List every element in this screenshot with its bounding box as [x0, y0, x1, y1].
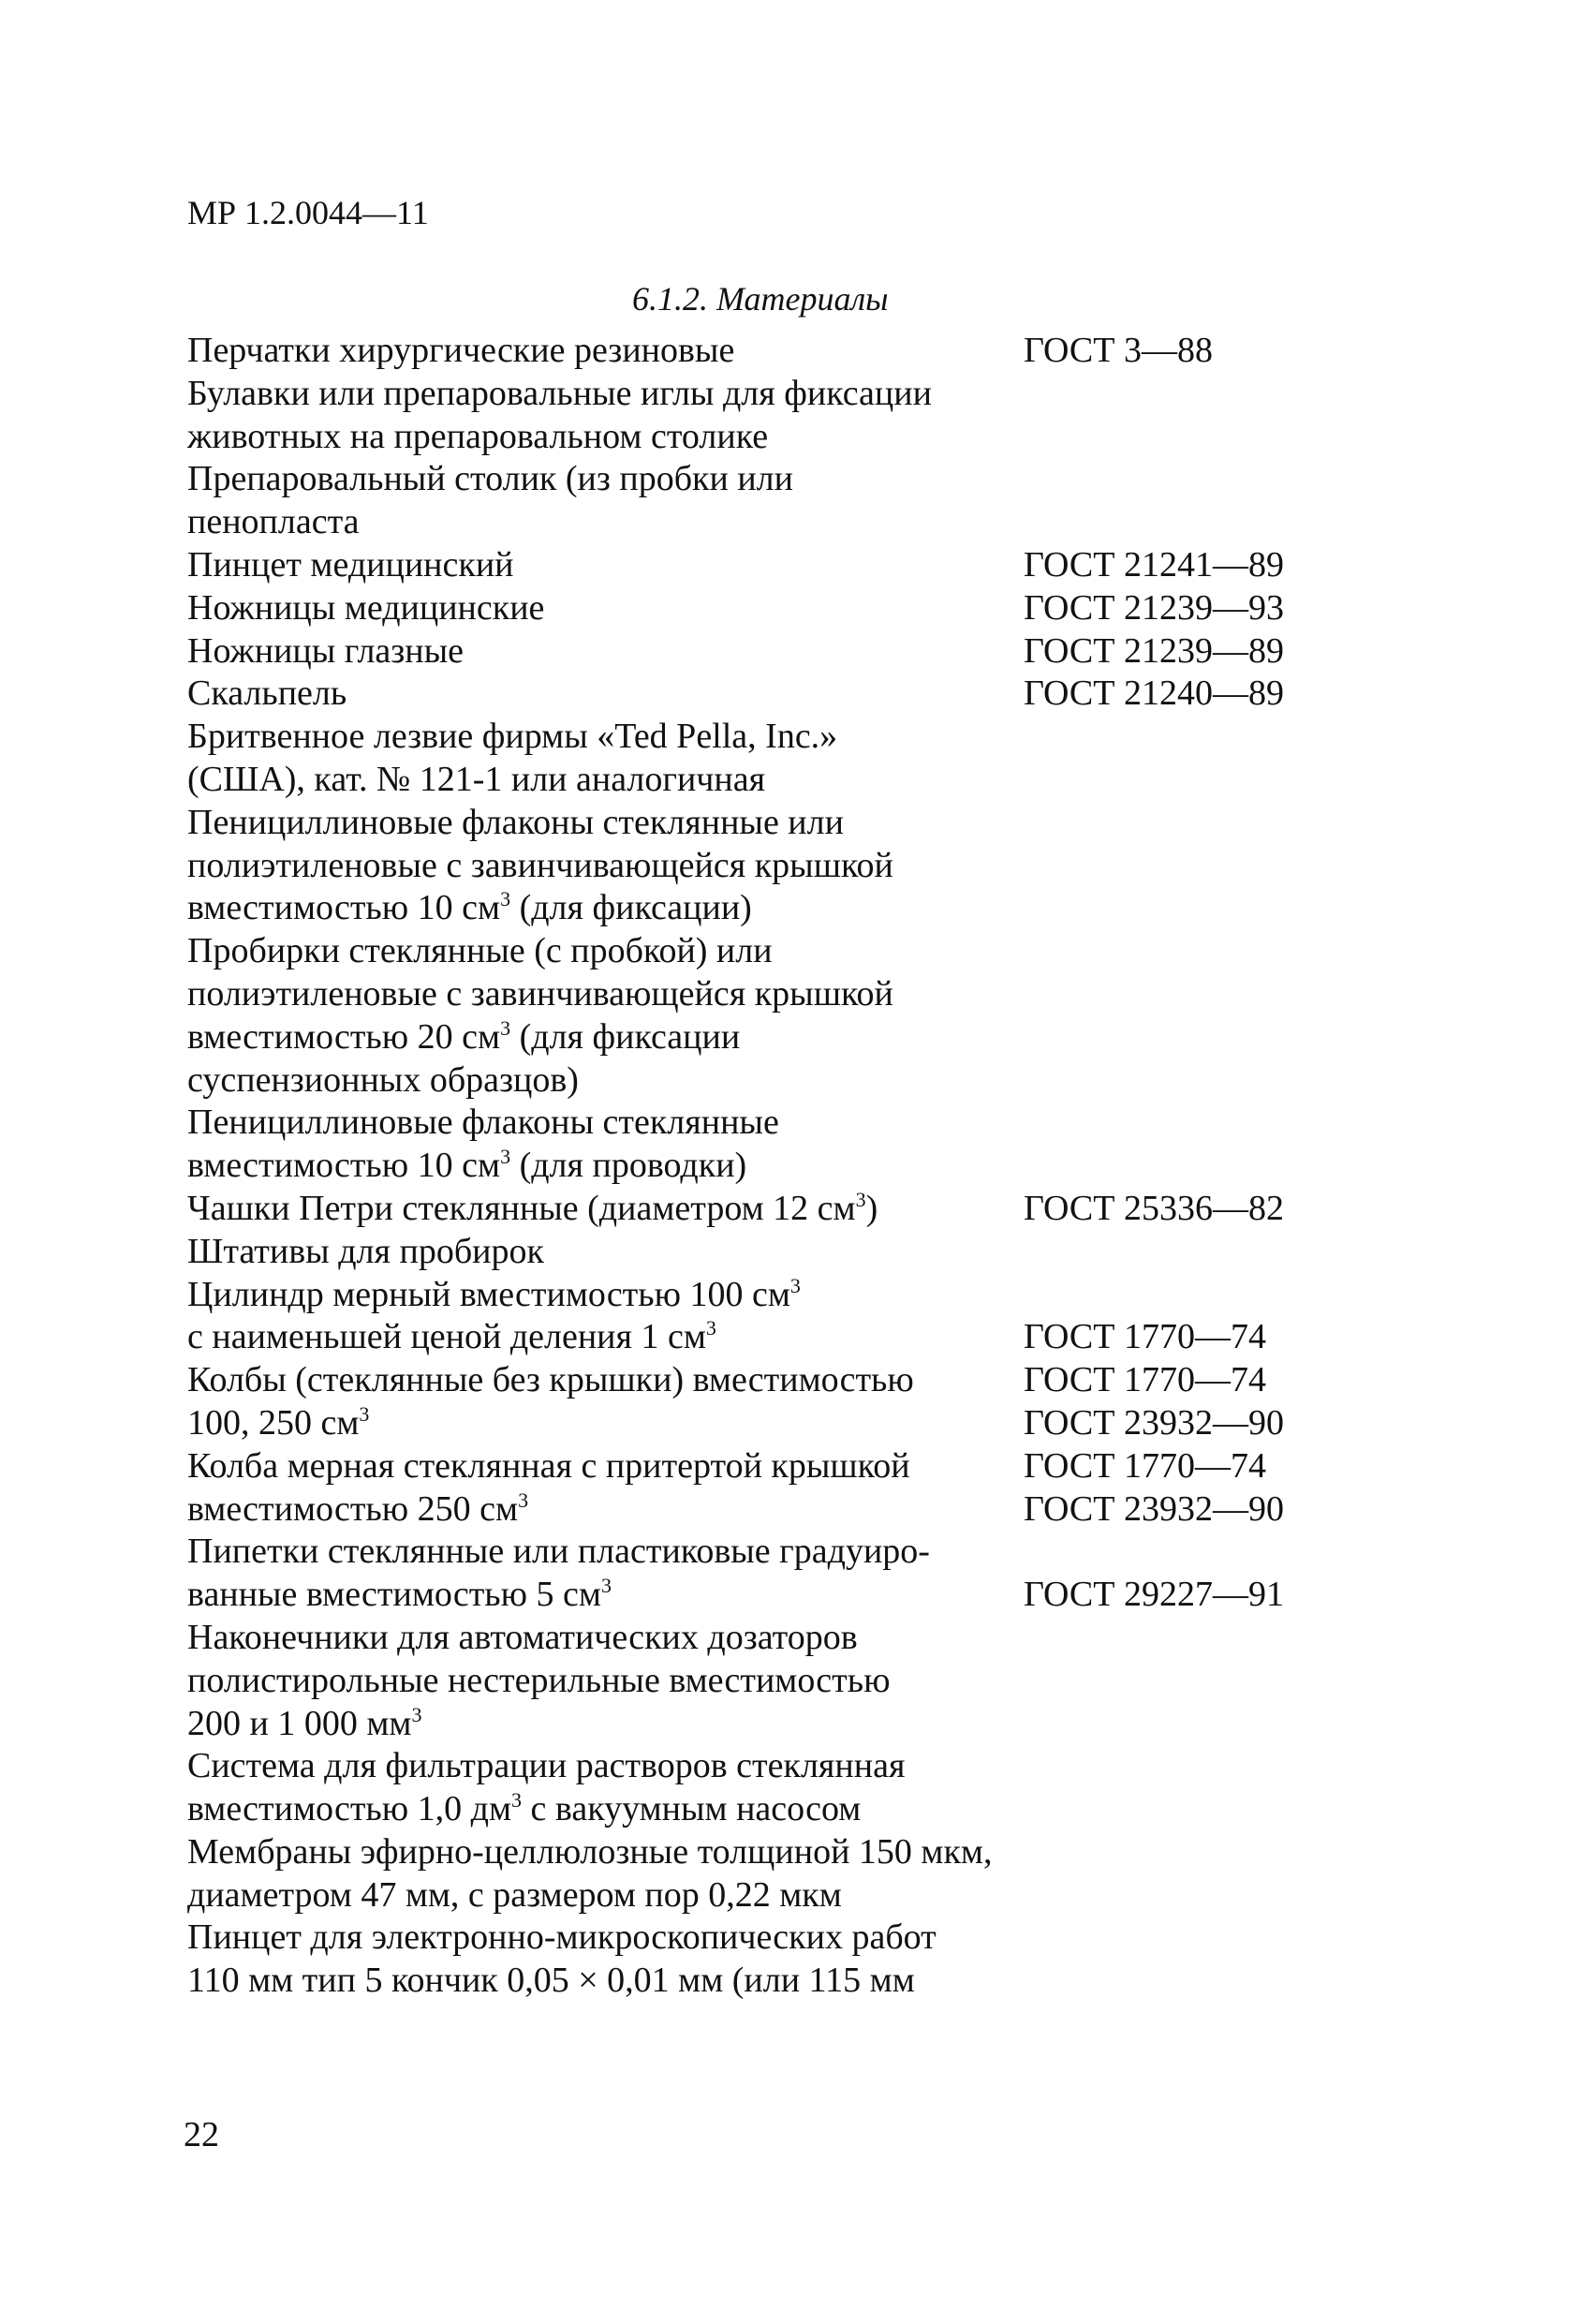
material-description — [187, 1874, 842, 1917]
material-description — [187, 1316, 716, 1359]
material-text: полистирольные нестерильные вместимостью — [187, 1660, 891, 1700]
material-row — [187, 501, 1367, 544]
material-text: Перчатки хирургические резиновые — [187, 331, 735, 370]
material-text: вместимостью 250 см — [187, 1488, 519, 1529]
page-number: 22 — [184, 2115, 219, 2154]
material-description — [187, 1145, 746, 1188]
material-description — [187, 1016, 740, 1059]
unit-superscript: 3 — [705, 1316, 716, 1340]
material-text: Система для фильтрации растворов стеклянная — [187, 1746, 906, 1786]
material-text: Мембраны эфирно-целлюлозные толщиной 150 мкм, — [187, 1831, 993, 1872]
material-row — [187, 1188, 1367, 1231]
material-description — [187, 1402, 369, 1445]
material-row — [187, 330, 1367, 373]
material-description — [187, 1274, 801, 1317]
material-row — [187, 1745, 1367, 1788]
material-description — [187, 458, 793, 501]
material-row — [187, 716, 1367, 759]
material-text: 100, 250 см — [187, 1402, 360, 1443]
material-row — [187, 630, 1367, 674]
material-text: Колбы (стеклянные без крышки) вместимостью — [187, 1360, 914, 1400]
material-description — [187, 501, 360, 544]
material-text: Булавки или препаровальные иглы для фиксации — [187, 373, 932, 413]
material-text: Скальпель — [187, 674, 347, 714]
material-text: диаметром 47 мм, с размером пор 0,22 мкм — [187, 1874, 842, 1915]
unit-superscript: 3 — [511, 1788, 523, 1813]
material-row — [187, 416, 1367, 459]
material-row — [187, 1617, 1367, 1660]
material-text: Препаровальный столик (из пробки или — [187, 459, 793, 499]
material-row — [187, 1917, 1367, 1960]
material-description — [187, 1102, 779, 1145]
material-row — [187, 1145, 1367, 1188]
material-description — [187, 973, 893, 1016]
material-description — [187, 630, 464, 674]
material-text: Пробирки стеклянные (с пробкой) или — [187, 931, 773, 971]
material-row — [187, 1531, 1367, 1574]
material-description — [187, 1445, 910, 1488]
material-text: ванные вместимостью 5 см — [187, 1575, 601, 1615]
unit-superscript: 3 — [359, 1401, 370, 1426]
material-description — [187, 1831, 992, 1874]
material-text: Наконечники для автоматических дозаторов — [187, 1617, 858, 1657]
material-description — [187, 759, 765, 802]
document-code-header: МР 1.2.0044—11 — [187, 194, 429, 231]
material-text: Пинцет для электронно-микроскопических работ — [187, 1917, 937, 1958]
material-row — [187, 373, 1367, 416]
material-description — [187, 1488, 528, 1532]
material-text: суспензионных образцов) — [187, 1059, 579, 1100]
gost-standard: ГОСТ 21239—93 — [1024, 587, 1284, 628]
material-row — [187, 1831, 1367, 1874]
gost-standard: ГОСТ 1770—74 — [1024, 1317, 1266, 1357]
unit-superscript: 3 — [518, 1488, 529, 1512]
material-text: Ножницы медицинские — [187, 587, 545, 628]
material-row — [187, 1359, 1367, 1402]
gost-standard: ГОСТ 21239—89 — [1024, 630, 1284, 671]
material-row — [187, 1660, 1367, 1703]
material-row — [187, 887, 1367, 930]
material-row — [187, 587, 1367, 630]
material-description — [187, 544, 514, 587]
material-row — [187, 544, 1367, 587]
material-text: Чашки Петри стеклянные (диаметром 12 см — [187, 1188, 856, 1228]
material-description — [187, 587, 544, 630]
material-row — [187, 1316, 1367, 1359]
material-text: Бритвенное лезвие фирмы «Ted Pella, Inc.» — [187, 717, 838, 757]
material-description — [187, 1231, 544, 1274]
unit-superscript: 3 — [500, 887, 511, 911]
section-title: 6.1.2. Материалы — [632, 280, 889, 318]
material-description — [187, 930, 773, 973]
material-row — [187, 1402, 1367, 1445]
material-description — [187, 1059, 579, 1103]
material-row — [187, 1960, 1367, 2003]
gost-standard: ГОСТ 23932—90 — [1024, 1488, 1284, 1529]
material-text: животных на препаровальном столике — [187, 416, 769, 456]
material-text: с наименьшей ценой деления 1 см — [187, 1317, 706, 1357]
material-row — [187, 845, 1367, 888]
material-row — [187, 1102, 1367, 1145]
material-text: пенопласта — [187, 502, 360, 542]
material-text-suffix: (для фиксации — [510, 1016, 741, 1057]
material-row — [187, 1703, 1367, 1746]
material-row — [187, 973, 1367, 1016]
unit-superscript: 3 — [500, 1015, 511, 1040]
material-text: Пенициллиновые флаконы стеклянные — [187, 1103, 779, 1143]
gost-standard: ГОСТ 3—88 — [1024, 331, 1213, 370]
material-text: 200 и 1 000 мм — [187, 1703, 412, 1743]
gost-standard: ГОСТ 23932—90 — [1024, 1402, 1284, 1443]
material-row — [187, 1788, 1367, 1831]
material-text: полиэтиленовые с завинчивающейся крышкой — [187, 845, 893, 885]
material-description — [187, 1574, 612, 1617]
material-row — [187, 802, 1367, 845]
unit-superscript: 3 — [411, 1702, 422, 1726]
material-text-suffix: (для фиксации) — [510, 888, 752, 928]
material-row — [187, 1874, 1367, 1917]
material-row — [187, 930, 1367, 973]
gost-standard: ГОСТ 25336—82 — [1024, 1188, 1284, 1228]
unit-superscript: 3 — [855, 1187, 866, 1211]
gost-standard: ГОСТ 1770—74 — [1024, 1360, 1266, 1400]
material-description — [187, 1745, 905, 1788]
materials-list — [187, 330, 1367, 2003]
material-row — [187, 458, 1367, 501]
material-description — [187, 373, 932, 416]
material-text: вместимостью 10 см — [187, 1146, 501, 1186]
material-description — [187, 1917, 937, 1960]
gost-standard: ГОСТ 29227—91 — [1024, 1575, 1284, 1615]
material-text: (США), кат. № 121-1 или аналогичная — [187, 759, 766, 799]
material-description — [187, 1188, 878, 1231]
material-text: полиэтиленовые с завинчивающейся крышкой — [187, 973, 893, 1014]
unit-superscript: 3 — [789, 1273, 801, 1297]
material-description — [187, 887, 752, 930]
material-row — [187, 1274, 1367, 1317]
material-description — [187, 1960, 915, 2003]
material-row — [187, 1488, 1367, 1532]
material-description — [187, 1703, 421, 1746]
material-description — [187, 1617, 858, 1660]
material-text: Пипетки стеклянные или пластиковые градуиро- — [187, 1532, 930, 1572]
material-row — [187, 1059, 1367, 1103]
material-row — [187, 673, 1367, 716]
material-text: 110 мм тип 5 кончик 0,05 × 0,01 мм (или 115 мм — [187, 1961, 915, 2001]
unit-superscript: 3 — [600, 1574, 612, 1598]
material-description — [187, 802, 844, 845]
material-row — [187, 759, 1367, 802]
material-description — [187, 1660, 890, 1703]
material-description — [187, 1359, 914, 1402]
material-row — [187, 1016, 1367, 1059]
material-text: Ножницы глазные — [187, 630, 465, 671]
material-description — [187, 716, 837, 759]
material-text: Колба мерная стеклянная с притертой крышкой — [187, 1445, 910, 1486]
gost-standard: ГОСТ 1770—74 — [1024, 1445, 1266, 1486]
material-description — [187, 1531, 930, 1574]
gost-standard: ГОСТ 21241—89 — [1024, 544, 1284, 585]
gost-standard: ГОСТ 21240—89 — [1024, 674, 1284, 714]
material-text-suffix: с вакуумным насосом — [522, 1789, 862, 1829]
material-description — [187, 330, 734, 373]
material-row — [187, 1445, 1367, 1488]
material-text: Цилиндр мерный вместимостью 100 см — [187, 1274, 790, 1314]
material-description — [187, 673, 347, 716]
material-text: Штативы для пробирок — [187, 1231, 544, 1271]
material-row — [187, 1231, 1367, 1274]
material-row — [187, 1574, 1367, 1617]
material-text: вместимостью 1,0 дм — [187, 1789, 512, 1829]
unit-superscript: 3 — [500, 1145, 511, 1169]
material-text: Пенициллиновые флаконы стеклянные или — [187, 802, 844, 842]
material-text: вместимостью 20 см — [187, 1016, 501, 1057]
material-description — [187, 416, 768, 459]
material-description — [187, 1788, 861, 1831]
material-text: вместимостью 10 см — [187, 888, 501, 928]
material-description — [187, 845, 893, 888]
material-text-suffix: ) — [865, 1188, 878, 1228]
material-text-suffix: (для проводки) — [510, 1146, 747, 1186]
material-text: Пинцет медицинский — [187, 544, 514, 585]
